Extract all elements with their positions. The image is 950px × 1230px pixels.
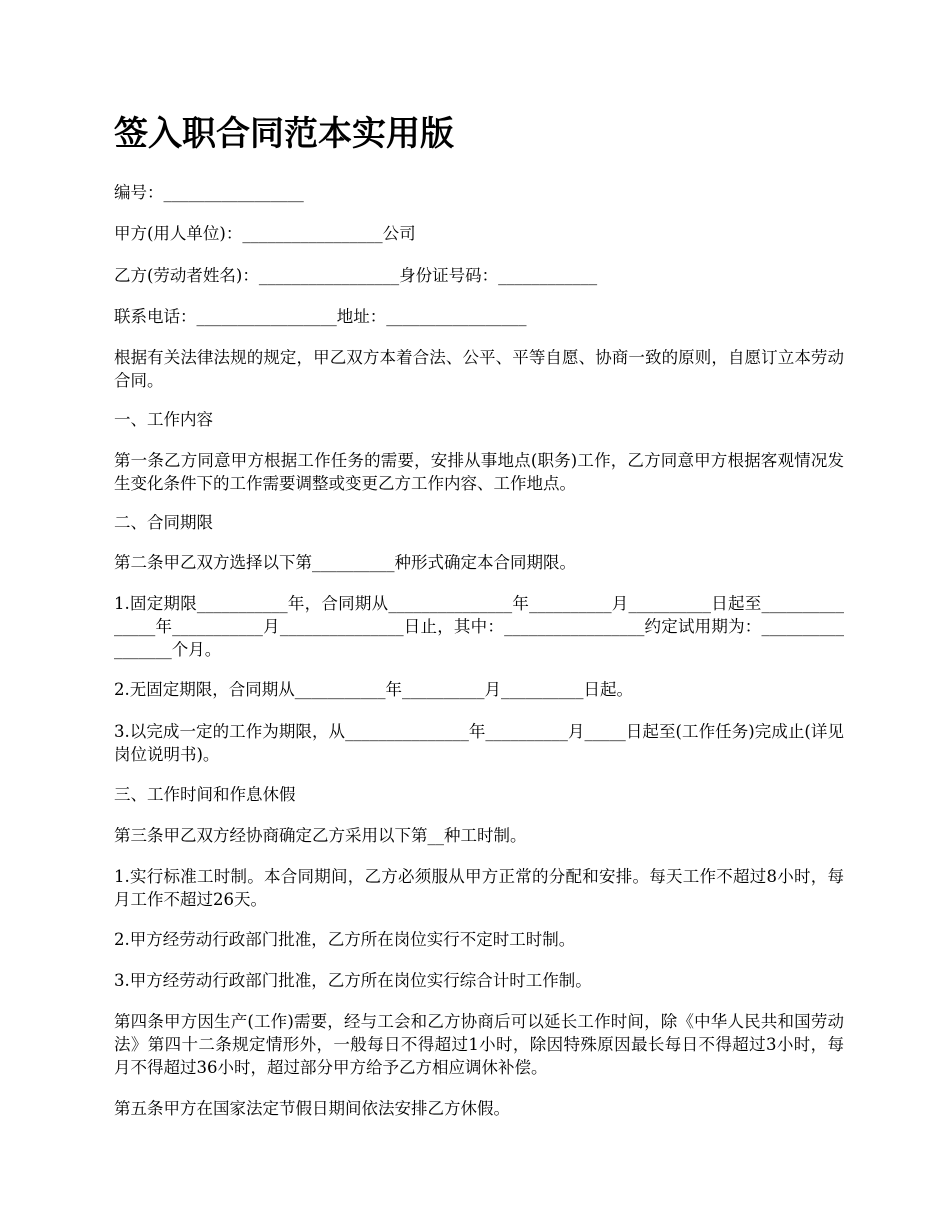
term-option-task-based: 3.以完成一定的工作为期限，从_______________年__________月_____日起至(工作任务)完成止(详见岗位说明书)。 xyxy=(114,722,844,764)
hours-option-comprehensive: 3.甲方经劳动行政部门批准，乙方所在岗位实行综合计时工作制。 xyxy=(114,971,592,990)
article-2: 第二条甲乙双方选择以下第__________种形式确定本合同期限。 xyxy=(114,553,576,572)
contact-field: 联系电话：_________________地址：_________________ xyxy=(114,307,527,326)
article-3: 第三条甲乙双方经协商确定乙方采用以下第__种工时制。 xyxy=(114,826,527,845)
section-heading-work-content: 一、工作内容 xyxy=(114,410,213,429)
hours-option-standard: 1.实行标准工时制。本合同期间，乙方必须服从甲方正常的分配和安排。每天工作不超过8小时，每月工作不超过26天。 xyxy=(114,867,844,909)
party-b-field: 乙方(劳动者姓名)：_________________身份证号码：____________ xyxy=(114,266,598,285)
party-a-field: 甲方(用人单位)：_________________公司 xyxy=(114,224,416,243)
term-option-fixed: 1.固定期限___________年，合同期从_______________年__________月__________日起至_______________年___________月_______________日止，其中：_________________约定试用期为：_________________个月。 xyxy=(114,594,844,659)
article-4: 第四条甲方因生产(工作)需要，经与工会和乙方协商后可以延长工作时间，除《中华人民共和国劳动法》第四十二条规定情形外，一般每日不得超过1小时，除因特殊原因最长每日不得超过3小时，每月不得超过36小时，超过部分甲方给予乙方相应调休补偿。 xyxy=(114,1012,844,1077)
section-heading-working-hours: 三、工作时间和作息休假 xyxy=(114,785,296,804)
article-5: 第五条甲方在国家法定节假日期间依法安排乙方休假。 xyxy=(114,1099,510,1118)
article-1: 第一条乙方同意甲方根据工作任务的需要，安排从事地点(职务)工作，乙方同意甲方根据客观情况发生变化条件下的工作需要调整或变更乙方工作内容、工作地点。 xyxy=(114,451,844,493)
intro-paragraph: 根据有关法律法规的规定，甲乙双方本着合法、公平、平等自愿、协商一致的原则，自愿订立本劳动合同。 xyxy=(114,348,844,390)
page-title: 签入职合同范本实用版 xyxy=(114,114,454,154)
section-heading-contract-term: 二、合同期限 xyxy=(114,513,213,532)
hours-option-flexible: 2.甲方经劳动行政部门批准，乙方所在岗位实行不定时工时制。 xyxy=(114,930,576,949)
term-option-open-ended: 2.无固定期限，合同期从___________年__________月__________日起。 xyxy=(114,680,633,699)
contract-number-field: 编号：_________________ xyxy=(114,183,304,202)
